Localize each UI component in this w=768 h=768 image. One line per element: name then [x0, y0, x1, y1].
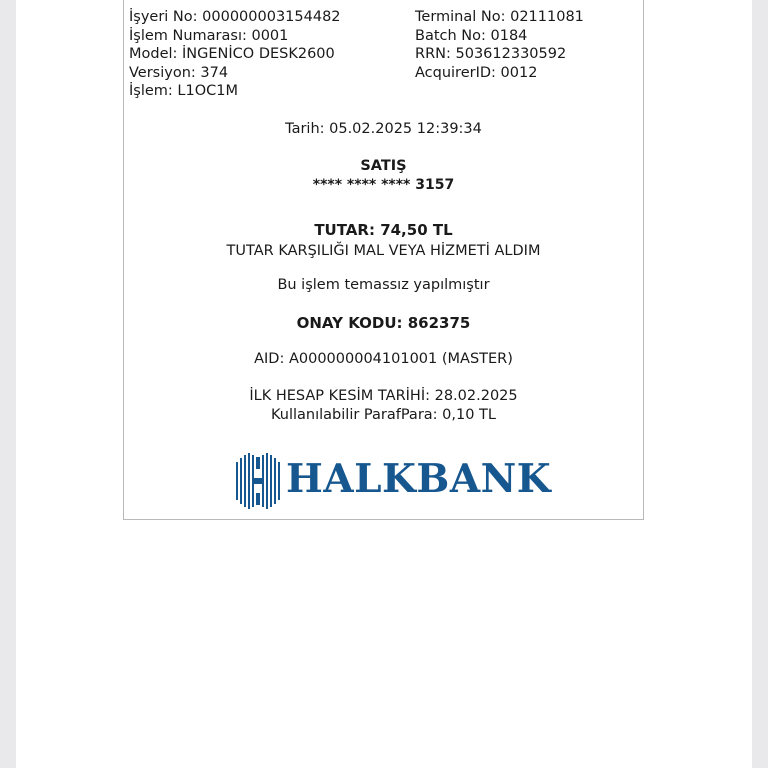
terminal-info	[415, 8, 584, 82]
terminal-model: Model: İNGENİCO DESK2600	[129, 46, 335, 62]
halkbank-logo	[234, 452, 552, 512]
transaction-code: İşlem: L1OC1M	[129, 83, 238, 99]
aid: AID: A000000004101001 (MASTER)	[254, 351, 513, 367]
pos-receipt	[123, 0, 644, 520]
contactless-note: Bu işlem temassız yapılmıştır	[277, 277, 490, 293]
transaction-type: SATIŞ	[360, 158, 407, 174]
halkbank-wordmark: HALKBANK	[286, 456, 552, 502]
software-version: Versiyon: 374	[129, 64, 229, 81]
acquirer-id: AcquirerID: 0012	[415, 64, 538, 81]
amount: TUTAR: 74,50 TL	[314, 221, 453, 239]
batch-no: Batch No: 0184	[415, 27, 528, 44]
terminal-no: Terminal No: 02111081	[415, 9, 584, 25]
document-page	[16, 0, 752, 768]
approval-code: ONAY KODU: 862375	[296, 314, 471, 332]
parafpara-balance: Kullanılabilir ParafPara: 0,10 TL	[271, 407, 496, 423]
rrn: RRN: 503612330592	[415, 46, 567, 62]
masked-card-number: **** **** **** 3157	[312, 177, 455, 193]
transaction-no: İşlem Numarası: 0001	[129, 27, 289, 44]
transaction-date: Tarih: 05.02.2025 12:39:34	[285, 121, 482, 137]
halkbank-emblem-icon	[234, 452, 282, 510]
acknowledgement: TUTAR KARŞILIĞI MAL VEYA HİZMETİ ALDIM	[226, 243, 541, 259]
statement-date: İLK HESAP KESİM TARİHİ: 28.02.2025	[249, 388, 518, 404]
merchant-info	[129, 8, 341, 101]
merchant-no: İşyeri No: 000000003154482	[129, 9, 341, 25]
